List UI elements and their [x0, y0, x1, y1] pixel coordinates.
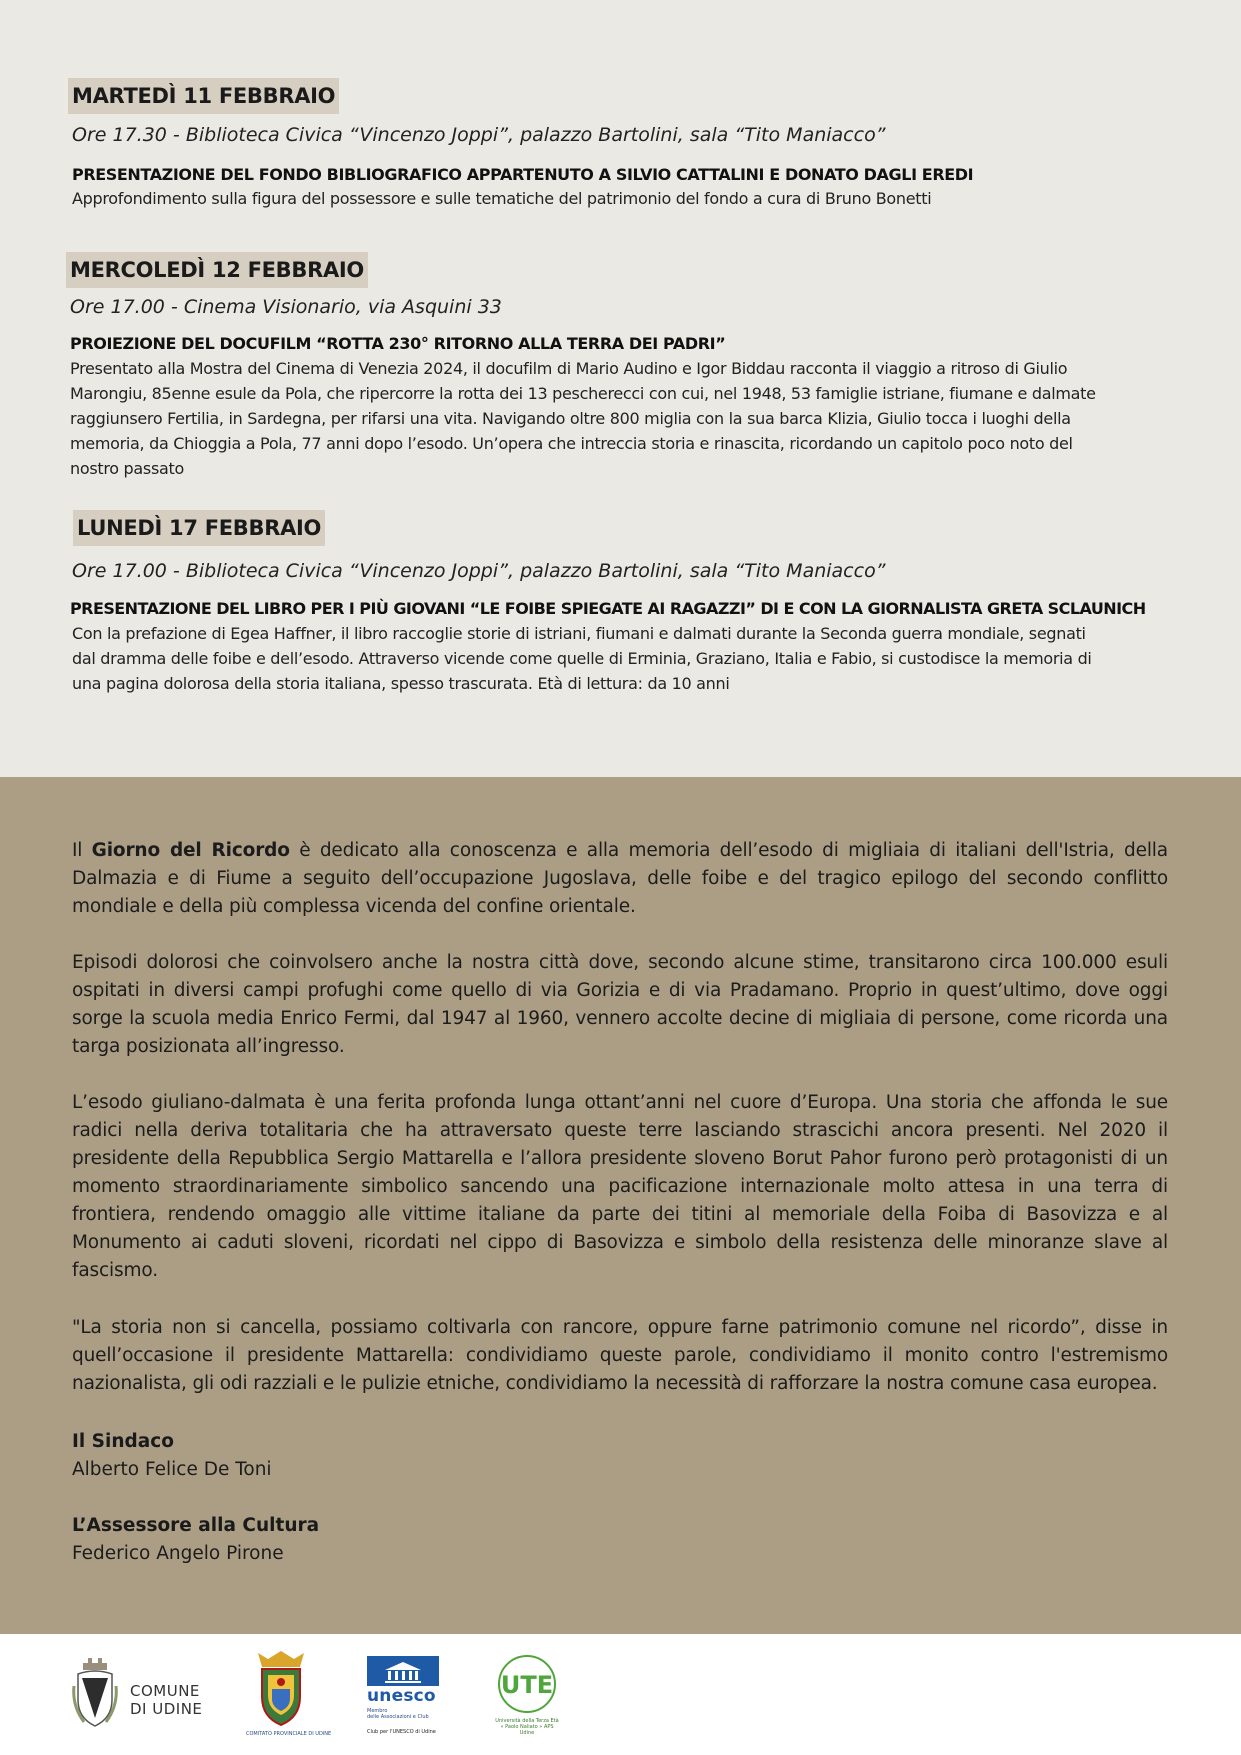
intro-paragraph	[72, 837, 1168, 921]
unesco-wordmark: unesco	[367, 1686, 436, 1706]
event-3-date: LUNEDÌ 17 FEBBRAIO	[73, 510, 325, 546]
unesco-temple-icon	[367, 1656, 439, 1686]
unesco-caption: Club per l'UNESCO di Udine	[367, 1729, 436, 1735]
description-line: dal dramma delle foibe e dell’esodo. Attraverso vicende come quelle di Erminia, Graziano, Italia e Fabio, si custodisce la memoria di	[72, 649, 1092, 668]
description-line: nostro passato	[70, 459, 184, 478]
ute-circle-logo-icon	[497, 1654, 557, 1714]
assessor-role: L’Assessore alla Cultura	[72, 1515, 320, 1536]
event-1-title: PRESENTAZIONE DEL FONDO BIBLIOGRAFICO APPARTENUTO A SILVIO CATTALINI E DONATO DAGLI EREDI	[72, 165, 974, 184]
ute-caption-2: « Paolo Naliato » APS	[500, 1724, 554, 1730]
paragraph-quote: "La storia non si cancella, possiamo coltivarla con rancore, oppure farne patrimonio comune nel ricordo”, disse in quell’occasione il presidente Mattarella: condividiamo queste parole, condividiamo il monito contro l'estremismo nazionalista, gli odi razziali e le pulizie etniche, condividiamo la necessità di rafforzare la nostra comune casa europea.	[72, 1317, 1168, 1394]
logo-footer	[0, 1634, 1241, 1755]
ute-letters: UTE	[500, 1671, 554, 1699]
description-line: Con la prefazione di Egea Haffner, il libro raccoglie storie di istriani, fiumani e dalmati durante la Seconda guerra mondiale, segnati	[72, 624, 1086, 643]
events-section	[0, 0, 1241, 777]
comune-di-udine-crest-icon	[72, 1656, 118, 1732]
event-2-date: MERCOLEDÌ 12 FEBBRAIO	[66, 252, 368, 288]
event-1-time: Ore 17.30 - Biblioteca Civica “Vincenzo Joppi”, palazzo Bartolini, sala “Tito Maniacco”	[72, 124, 886, 146]
paragraph-episodes: Episodi dolorosi che coinvolsero anche la nostra città dove, secondo alcune stime, transitarono circa 100.000 esuli ospitati in diversi campi profughi come quello di via Gorizia e di via Pradamano. Proprio in quest’ultimo, dove oggi sorge la scuola media Enrico Fermi, dal 1947 al 1960, vennero accolte decine di migliaia di persone, come ricorda una targa posizionata all’ingresso.	[72, 952, 1168, 1057]
provincial-caption: COMITATO PROVINCIALE DI UDINE	[246, 1731, 332, 1737]
event-1-date: MARTEDÌ 11 FEBBRAIO	[68, 78, 339, 114]
ute-caption-3: Udine	[519, 1730, 535, 1736]
intro-prefix: Il	[72, 840, 92, 861]
ute-caption-1: Università della Terza Età	[495, 1718, 559, 1724]
event-1-description	[72, 186, 931, 211]
memorial-statement	[0, 777, 1241, 1634]
provincial-committee-crest-icon	[254, 1649, 308, 1727]
description-line: Approfondimento sulla figura del possessore e sulle tematiche del patrimonio del fondo a cura di Bruno Bonetti	[72, 189, 932, 208]
giorno-del-ricordo: Giorno del Ricordo	[91, 840, 290, 861]
unesco-sub-1: Membro	[367, 1708, 388, 1714]
mayor-name: Alberto Felice De Toni	[72, 1459, 272, 1480]
event-3-title: PRESENTAZIONE DEL LIBRO PER I PIÙ GIOVANI “LE FOIBE SPIEGATE AI RAGAZZI” DI E CON LA GIORNALISTA GRETA SCLAUNICH	[70, 599, 1146, 618]
description-line: Marongiu, 85enne esule da Pola, che ripercorre la rotta dei 13 pescherecci con cui, nel 1948, 53 famiglie istriane, fiumane e dalmate	[70, 384, 1096, 403]
paragraph-esodo: L’esodo giuliano-dalmata è una ferita profonda lunga ottant’anni nel cuore d’Europa. Una storia che affonda le sue radici nella deriva totalitaria che ha attraversato queste terre lasciando strascichi ancora presenti. Nel 2020 il presidente della Repubblica Sergio Mattarella e l’allora presidente sloveno Borut Pahor furono però protagonisti di un momento straordinariamente simbolico sancendo una pacificazione internazionale molto attesa in una terra di frontiera, rendendo omaggio alle vittime italiane da parte dei titini al memoriale della Foiba di Basovizza e al Monumento ai caduti sloveni, ricordati nel cippo di Basovizza e simbolo della resistenza delle minoranze slave al fascismo.	[72, 1092, 1168, 1281]
description-line: Presentato alla Mostra del Cinema di Venezia 2024, il docufilm di Mario Audino e Igor Biddau racconta il viaggio a ritroso di Giulio	[70, 359, 1068, 378]
event-2-title: PROIEZIONE DEL DOCUFILM “ROTTA 230° RITORNO ALLA TERRA DEI PADRI”	[70, 334, 726, 353]
comune-line-2: DI UDINE	[130, 1700, 203, 1718]
assessor-name: Federico Angelo Pirone	[72, 1543, 284, 1564]
event-3-description	[72, 621, 1092, 696]
event-2-description	[70, 356, 1096, 481]
event-2-time: Ore 17.00 - Cinema Visionario, via Asquini 33	[70, 296, 502, 318]
description-line: una pagina dolorosa della storia italiana, spesso trascurata. Età di lettura: da 10 anni	[72, 674, 730, 693]
comune-line-1: COMUNE	[130, 1682, 200, 1700]
description-line: raggiunsero Fertilia, in Sardegna, per rifarsi una vita. Navigando oltre 800 miglia con la sua barca Klizia, Giulio tocca i luoghi della	[70, 409, 1071, 428]
intro-rest: è dedicato alla conoscenza e alla memoria dell’esodo di migliaia di italiani dell'Istria, della Dalmazia e di Fiume a seguito dell’occupazione Jugoslava, delle foibe e del tragico epilogo del secondo conflitto mondiale e della più complessa vicenda del confine orientale.	[72, 840, 1168, 917]
description-line: memoria, da Chioggia a Pola, 77 anni dopo l’esodo. Un’opera che intreccia storia e rinascita, ricordando un capitolo poco noto del	[70, 434, 1073, 453]
event-3-time: Ore 17.00 - Biblioteca Civica “Vincenzo Joppi”, palazzo Bartolini, sala “Tito Maniacco”	[72, 560, 886, 582]
mayor-role: Il Sindaco	[72, 1431, 174, 1452]
unesco-sub-2: delle Associazioni e Club	[367, 1714, 429, 1720]
